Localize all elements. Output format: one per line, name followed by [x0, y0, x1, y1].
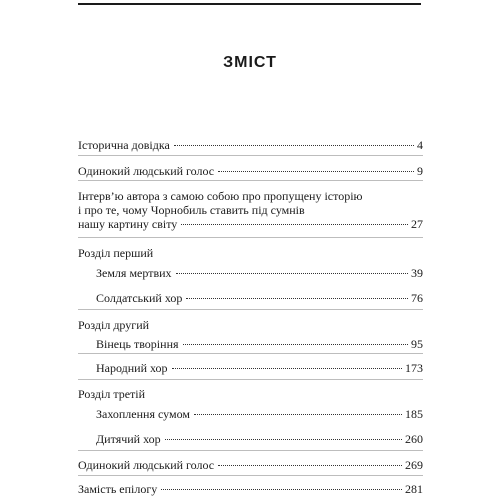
dot-leader — [183, 344, 408, 345]
toc-entry-soldiers-choir[interactable] — [96, 291, 423, 305]
dot-leader — [186, 298, 408, 299]
toc-entry-crown-of-creation[interactable] — [96, 337, 423, 351]
toc-page-number: 185 — [405, 407, 423, 421]
dot-leader — [218, 171, 414, 172]
toc-page-number: 27 — [411, 217, 423, 231]
toc-page-number: 4 — [417, 138, 423, 152]
toc-page-number: 281 — [405, 482, 423, 496]
toc-page-number: 269 — [405, 458, 423, 472]
divider — [78, 309, 423, 310]
toc-entry-lonely-voice-2[interactable] — [78, 458, 423, 472]
toc-entry-label: Земля мертвих — [96, 266, 172, 280]
toc-entry-label-line: і про те, чому Чорнобиль ставить під сумнів — [78, 203, 305, 217]
toc-entry-label: Вінець творіння — [96, 337, 179, 351]
toc-entry-label: Замість епілогу — [78, 482, 158, 496]
toc-entry-label: Історична довідка — [78, 138, 170, 152]
toc-entry-peoples-choir[interactable] — [96, 361, 423, 375]
divider — [78, 237, 423, 238]
toc-entry-interview[interactable] — [78, 189, 423, 231]
toc-entry-historical-note[interactable] — [78, 138, 423, 152]
toc-page-number: 260 — [405, 432, 423, 446]
toc-page-number: 9 — [417, 164, 423, 178]
toc-entry-label-line: нашу картину світу — [78, 217, 178, 231]
divider — [78, 353, 423, 354]
dot-leader — [172, 368, 402, 369]
toc-section-part-one[interactable] — [78, 246, 423, 260]
dot-leader — [176, 273, 408, 274]
divider — [78, 180, 423, 181]
divider — [78, 155, 423, 156]
dot-leader — [165, 439, 402, 440]
dot-leader — [218, 465, 402, 466]
toc-section-part-three[interactable] — [78, 387, 423, 401]
page-title: ЗМІСТ — [223, 54, 277, 71]
divider — [78, 450, 423, 451]
toc-section-label: Розділ другий — [78, 318, 150, 332]
toc-section-label: Розділ перший — [78, 246, 154, 260]
toc-page-number: 39 — [411, 266, 423, 280]
toc-entry-lonely-voice[interactable] — [78, 164, 423, 178]
top-rule — [78, 3, 421, 5]
toc-entry-label: Захоплення сумом — [96, 407, 190, 421]
toc-entry-land-of-dead[interactable] — [96, 266, 423, 280]
toc-entry-label: Народний хор — [96, 361, 168, 375]
toc-entry-label: Одинокий людський голос — [78, 458, 215, 472]
toc-entry-label: Одинокий людський голос — [78, 164, 215, 178]
toc-section-part-two[interactable] — [78, 318, 423, 332]
dot-leader — [181, 224, 408, 225]
divider — [78, 475, 423, 476]
toc-page-number: 173 — [405, 361, 423, 375]
toc-entry-label: Дитячий хор — [96, 432, 161, 446]
dot-leader — [161, 489, 402, 490]
toc-entry-captivated-by-grief[interactable] — [96, 407, 423, 421]
toc-entry-instead-of-epilogue[interactable] — [78, 482, 423, 496]
toc-entry-childrens-choir[interactable] — [96, 432, 423, 446]
toc-page-number: 95 — [411, 337, 423, 351]
divider — [78, 379, 423, 380]
dot-leader — [174, 145, 414, 146]
dot-leader — [194, 414, 402, 415]
toc-entry-label-line: Інтерв’ю автора з самою собою про пропущену історію — [78, 189, 363, 203]
toc-entry-label: Солдатський хор — [96, 291, 183, 305]
toc-section-label: Розділ третій — [78, 387, 146, 401]
toc-page-number: 76 — [411, 291, 423, 305]
